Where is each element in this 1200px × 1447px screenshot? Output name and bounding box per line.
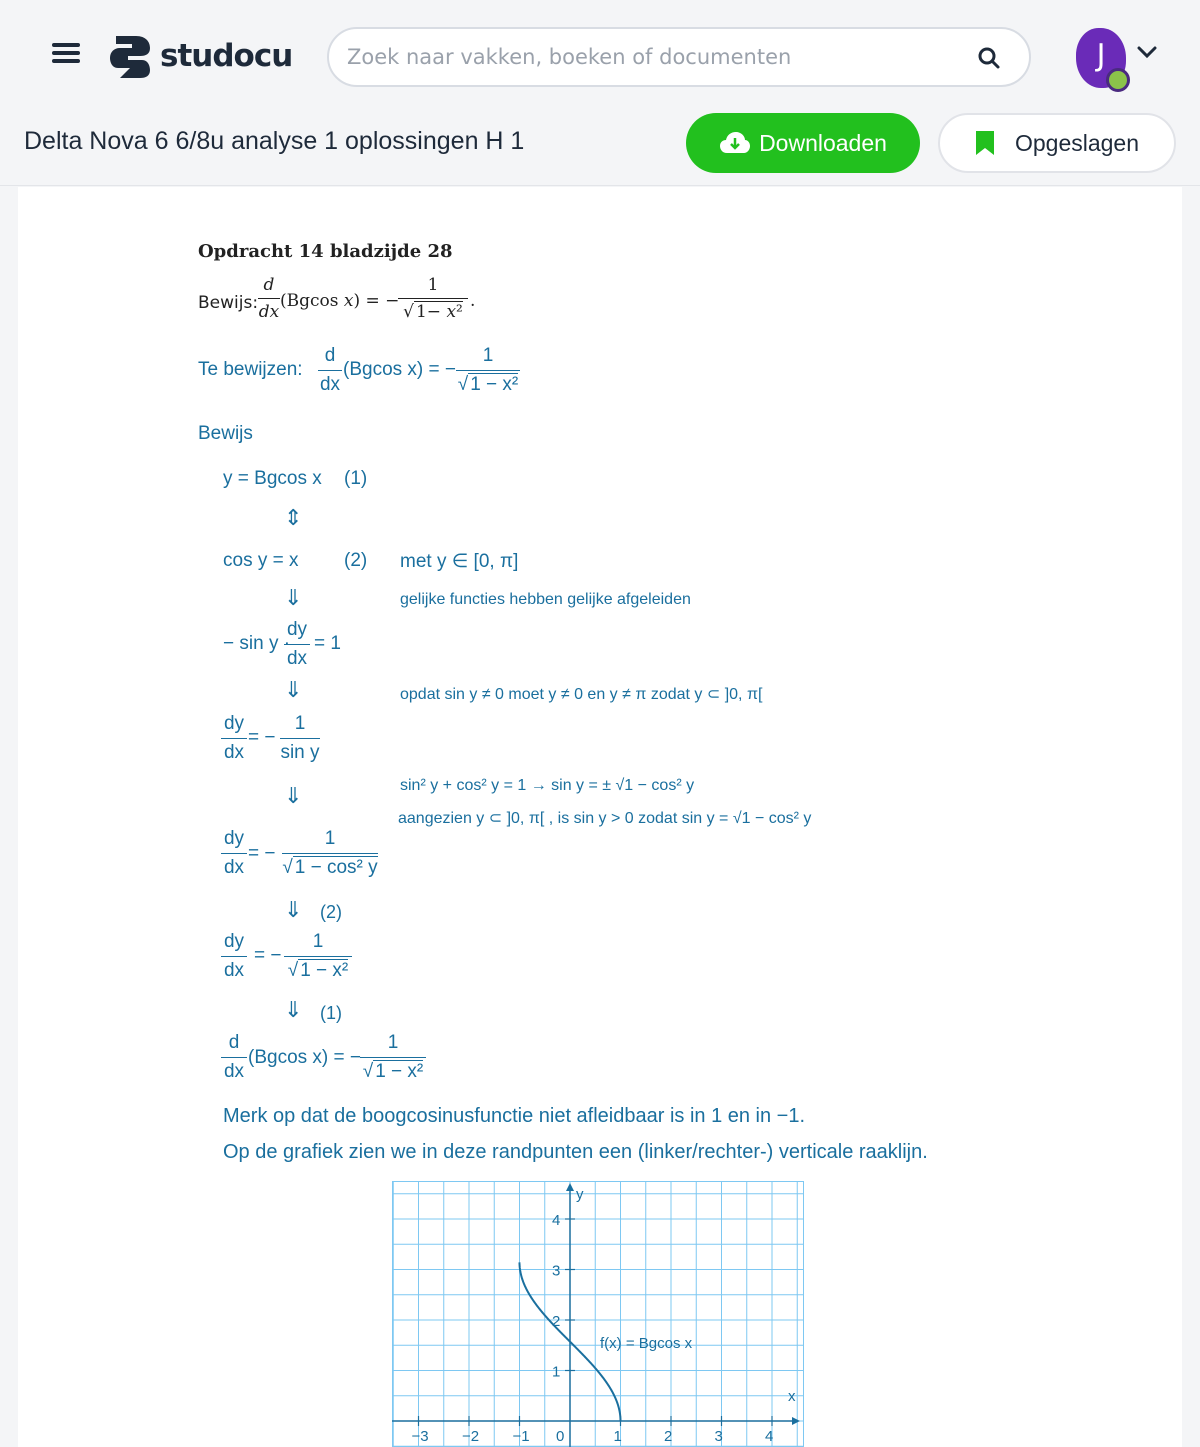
equivalence-arrow-icon: ⇕ bbox=[284, 505, 303, 530]
implies-arrow-icon: ⇓ bbox=[284, 997, 303, 1022]
account-menu[interactable] bbox=[1072, 24, 1162, 94]
y-tick-label: 2 bbox=[552, 1313, 561, 1330]
fraction-dy-dx: dy dx bbox=[221, 713, 247, 764]
fraction-result: 1 sin y bbox=[280, 713, 320, 763]
step-reference: (2) bbox=[320, 902, 342, 922]
period: . bbox=[470, 291, 476, 311]
x-tick-label: 3 bbox=[714, 1428, 723, 1445]
grid-border bbox=[393, 1182, 804, 1447]
domain-note: met y ∈ [0, π] bbox=[400, 551, 519, 572]
fraction-dy-dx: dy dx bbox=[221, 931, 247, 982]
download-button[interactable] bbox=[686, 113, 920, 173]
x-tick-label: 2 bbox=[664, 1428, 673, 1445]
saved-label: Opgeslagen bbox=[1014, 129, 1140, 156]
bookmark-icon bbox=[975, 130, 995, 156]
search-input[interactable] bbox=[347, 41, 947, 73]
math-expression: − sin y · bbox=[223, 633, 291, 654]
math-expression: (Bgcos x) = − bbox=[280, 291, 400, 311]
y-axis-arrow bbox=[566, 1183, 574, 1191]
x-axis-arrow bbox=[792, 1417, 800, 1425]
math-expression: (Bgcos x) = − bbox=[343, 359, 456, 380]
x-tick-label: −3 bbox=[411, 1428, 429, 1445]
fraction-dy-dx: dy dx bbox=[221, 828, 247, 879]
badge-icon bbox=[1106, 68, 1130, 92]
top-bar bbox=[0, 0, 1200, 112]
note-identity: sin² y + cos² y = 1 → sin y = ± √1 − cos² y bbox=[400, 777, 695, 794]
implies-arrow-icon: ⇓ bbox=[284, 585, 303, 610]
search-bar[interactable] bbox=[327, 27, 1031, 87]
note-equal-functions: gelijke functies hebben gelijke afgeleiden bbox=[400, 591, 691, 608]
note-sin-nonzero: opdat sin y ≠ 0 moet y ≠ 0 en y ≠ π zodat y ⊂ ]0, π[ bbox=[400, 686, 763, 703]
fraction-d-dx: d dx bbox=[319, 345, 341, 395]
implies-arrow-icon: ⇓ bbox=[284, 897, 303, 922]
bewijs-label: Bewijs: bbox=[198, 293, 259, 313]
fraction-d-dx: d dx bbox=[221, 1032, 247, 1083]
function-label: f(x) = Bgcos x bbox=[600, 1335, 693, 1352]
cloud-download-icon bbox=[719, 131, 751, 155]
x-tick-label: 1 bbox=[613, 1428, 622, 1445]
x-tick-label: −1 bbox=[512, 1428, 530, 1445]
math-expression: = 1 bbox=[314, 633, 341, 654]
page-title: Delta Nova 6 6/8u analyse 1 oplossingen H 1 bbox=[24, 127, 525, 155]
chevron-down-icon[interactable] bbox=[1136, 44, 1158, 60]
math-expression: (Bgcos x) = − bbox=[248, 1047, 361, 1068]
fraction-d-dx: d dx bbox=[258, 275, 280, 322]
fraction-result: 1 √ 1 − x² bbox=[360, 1032, 426, 1083]
note-identity: aangezien y ⊂ ]0, π[ , is sin y > 0 zodat sin y = √1 − cos² y bbox=[398, 810, 812, 827]
studocu-logo[interactable] bbox=[106, 32, 292, 80]
equation-2: cos y = x bbox=[223, 550, 299, 571]
hamburger-menu-icon[interactable] bbox=[46, 40, 86, 74]
math-expression: = − bbox=[248, 727, 276, 748]
remark: Merk op dat de boogcosinusfunctie niet afleidbaar is in 1 en in −1. bbox=[223, 1105, 806, 1127]
y-axis-label: y bbox=[576, 1186, 584, 1203]
download-label: Downloaden bbox=[759, 129, 887, 156]
saved-button[interactable] bbox=[938, 113, 1176, 173]
y-tick-label: 3 bbox=[552, 1262, 561, 1280]
math-expression: = − bbox=[254, 945, 282, 966]
fraction-result: 1 √ 1 − x² bbox=[284, 931, 352, 982]
logo-text: studocu bbox=[160, 38, 293, 74]
y-tick-label: 4 bbox=[552, 1212, 561, 1229]
remark: Op de grafiek zien we in deze randpunten een (linker/rechter-) verticale raaklijn. bbox=[223, 1141, 928, 1163]
fraction-dy-dx: dy dx bbox=[284, 619, 310, 670]
search-icon[interactable] bbox=[977, 46, 1001, 70]
bgcos-graph bbox=[392, 1181, 804, 1447]
y-tick-label: 1 bbox=[552, 1363, 561, 1381]
document-page bbox=[18, 187, 1182, 1447]
x-tick-label: 0 bbox=[556, 1428, 565, 1445]
equation-tag: (2) bbox=[344, 550, 368, 571]
implies-arrow-icon: ⇓ bbox=[284, 783, 303, 808]
document-header bbox=[0, 112, 1200, 186]
assignment-heading: Opdracht 14 bladzijde 28 bbox=[198, 241, 453, 262]
te-bewijzen-label: Te bewijzen: bbox=[198, 359, 303, 380]
equation-1: y = Bgcos x bbox=[223, 468, 322, 489]
equation-tag: (1) bbox=[344, 468, 368, 489]
avatar[interactable]: J bbox=[1076, 28, 1126, 88]
implies-arrow-icon: ⇓ bbox=[284, 677, 303, 702]
math-expression: = − bbox=[248, 843, 276, 864]
x-axis-label: x bbox=[788, 1388, 796, 1405]
x-tick-label: 4 bbox=[765, 1428, 774, 1445]
bewijs-heading: Bewijs bbox=[198, 423, 253, 444]
fraction-result: 1 √ 1− x² bbox=[398, 275, 468, 322]
step-reference: (1) bbox=[320, 1003, 342, 1023]
studocu-logo-icon bbox=[106, 32, 154, 80]
fraction-result: 1 √ 1 − cos² y bbox=[282, 828, 378, 878]
fraction-result: 1 √ 1 − x² bbox=[457, 345, 519, 395]
x-tick-label: −2 bbox=[462, 1428, 480, 1445]
